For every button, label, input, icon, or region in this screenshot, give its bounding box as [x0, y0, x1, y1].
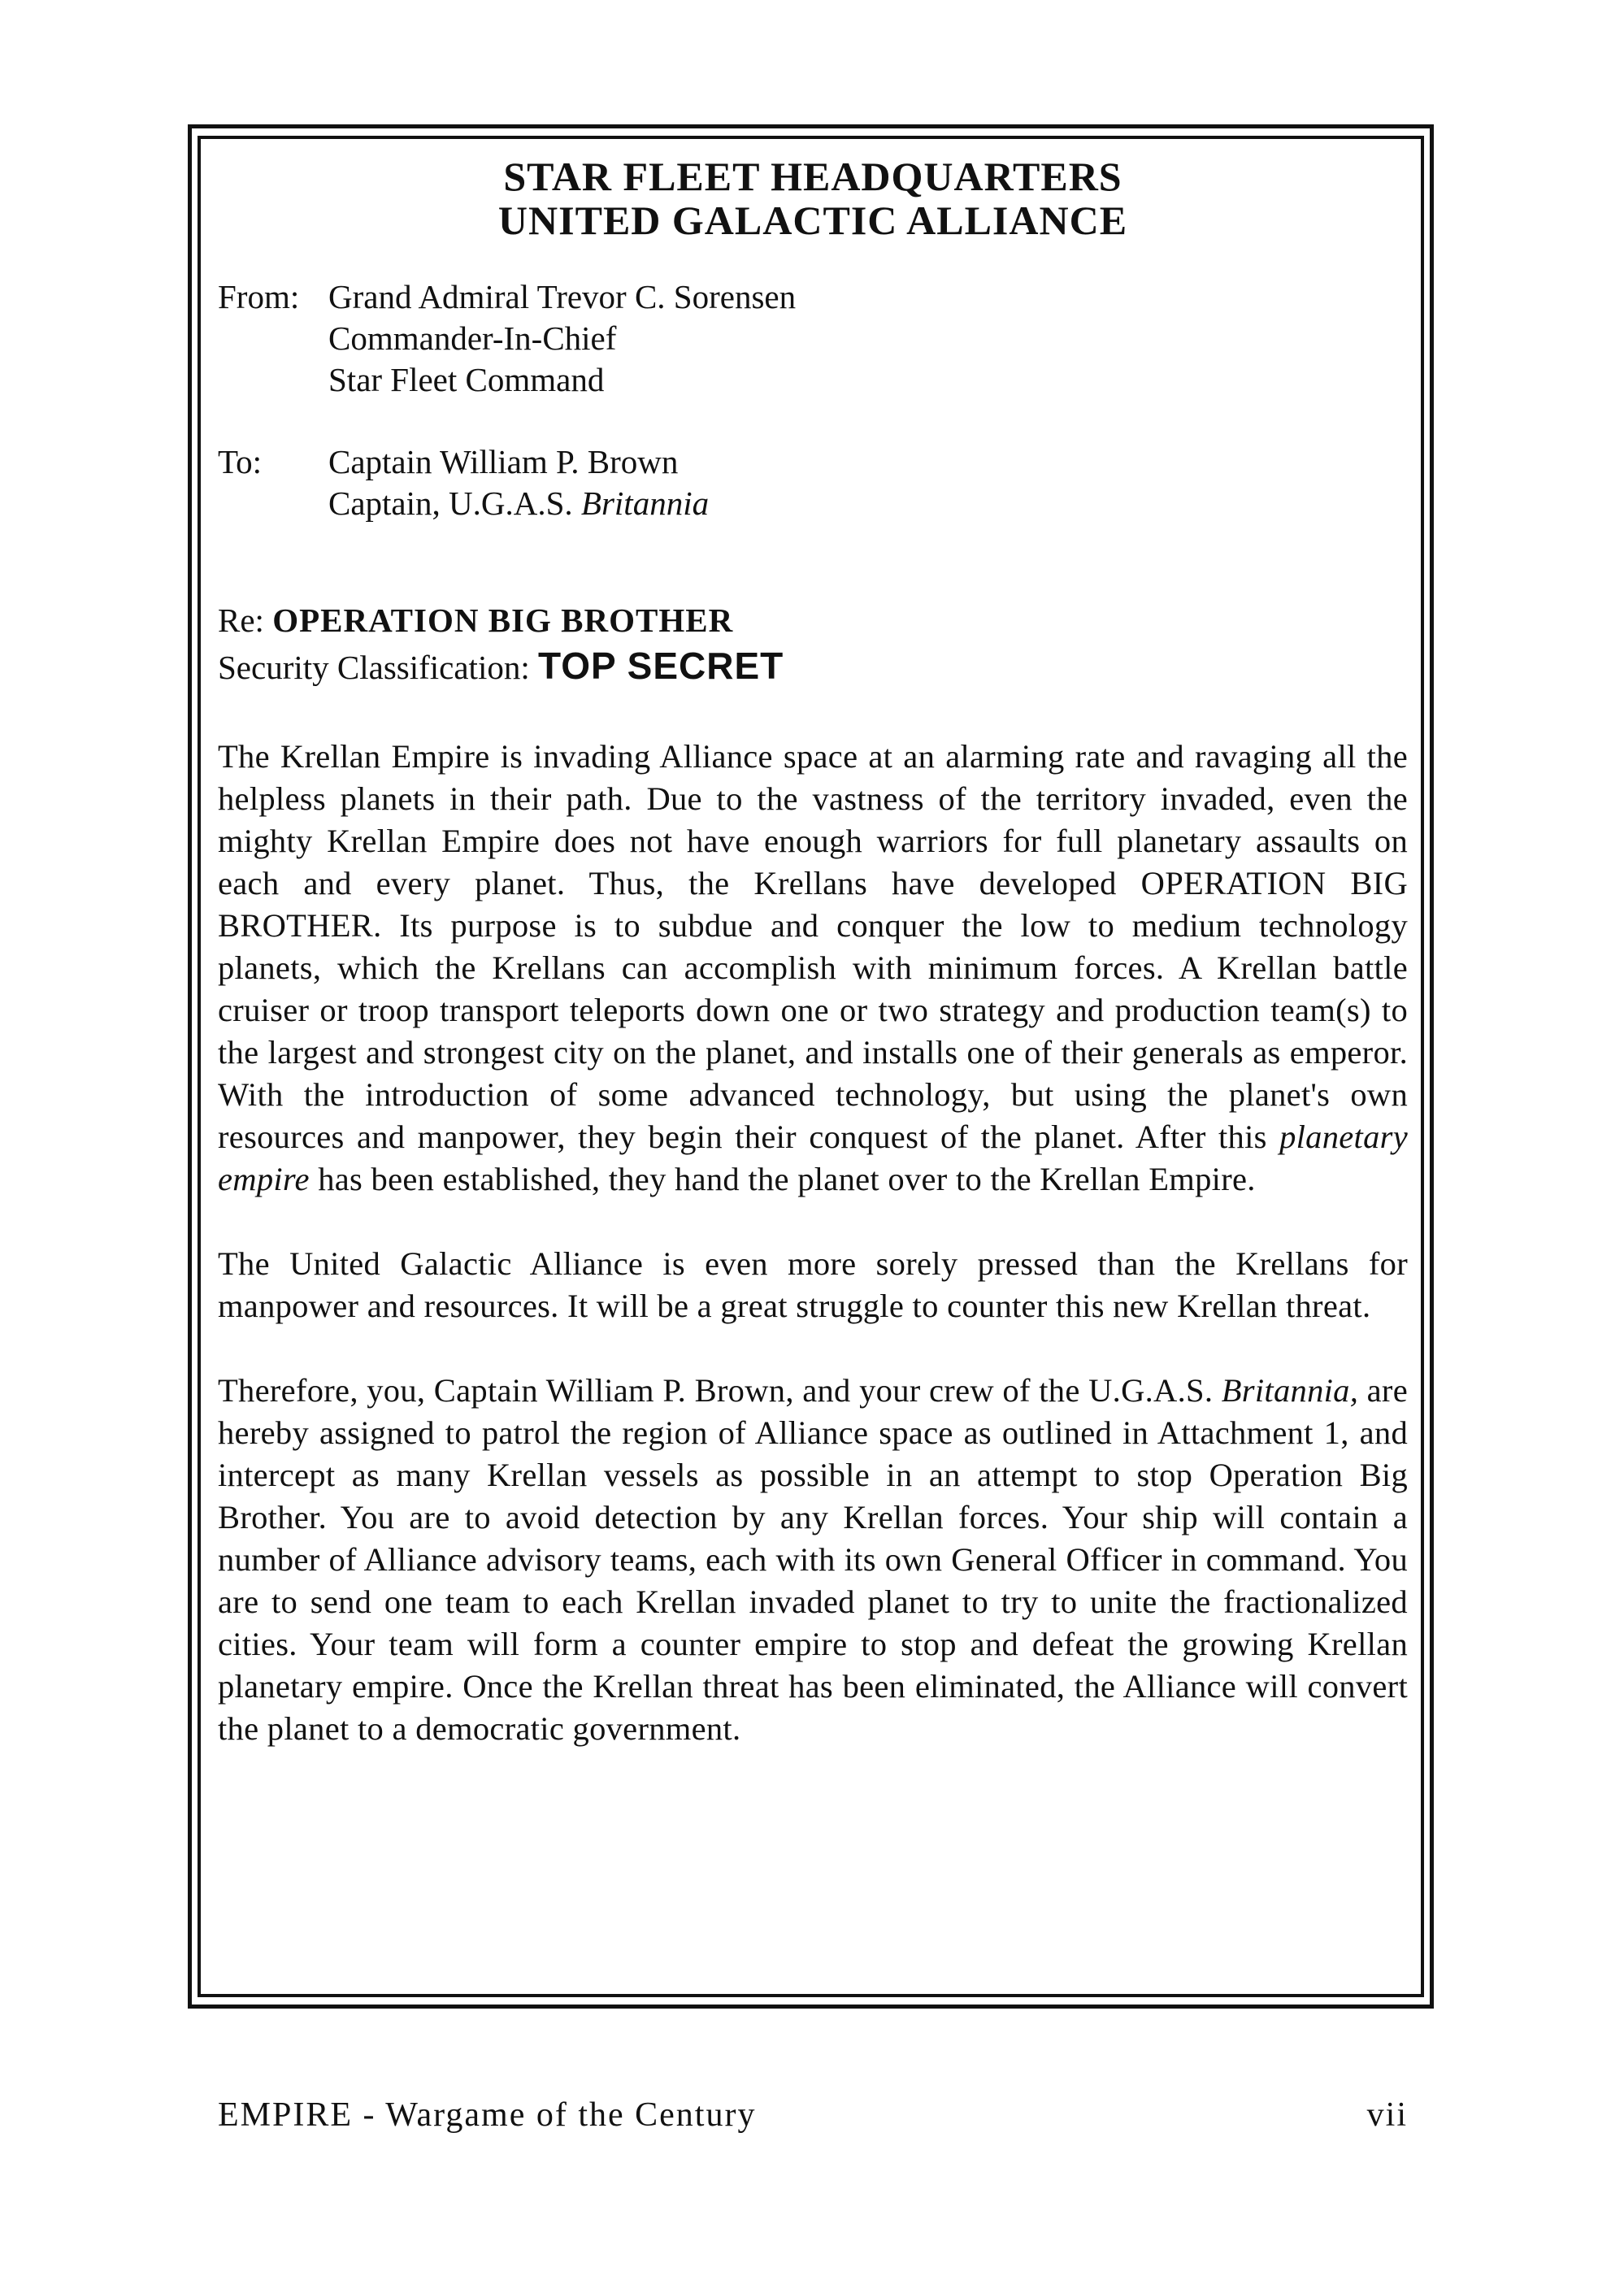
footer-title: EMPIRE - Wargame of the Century	[218, 2096, 757, 2134]
security-line	[218, 643, 1408, 690]
from-name: Grand Admiral Trevor C. Sorensen	[328, 278, 797, 315]
to-title-prefix: Captain, U.G.A.S.	[328, 484, 573, 522]
from-lines	[328, 276, 796, 401]
address-block	[218, 276, 1408, 524]
memo	[218, 154, 1408, 1975]
from-label: From:	[218, 278, 300, 315]
header-line-2: UNITED GALACTIC ALLIANCE	[497, 198, 1128, 243]
paragraph-2: The United Galactic Alliance is even more sorely pressed than the Krellans for manpower and resources. It will be a great struggle to counter this new Krellan threat.	[218, 1245, 1408, 1324]
from-org: Star Fleet Command	[328, 361, 605, 398]
paragraph-1-emphasis: planetary empire	[218, 1118, 1408, 1197]
header-line-1: STAR FLEET HEADQUARTERS	[503, 154, 1122, 199]
paragraph-3-text-a: Therefore, you, Captain William P. Brown, and your crew of the U.G.A.S.	[218, 1372, 1214, 1409]
security-classification: TOP SECRET	[537, 645, 784, 687]
to-lines	[328, 441, 709, 524]
memo-header	[218, 154, 1408, 242]
security-label: Security Classification:	[218, 649, 530, 686]
subject-line	[218, 597, 1408, 643]
operation-name: OPERATION BIG BROTHER	[272, 602, 734, 639]
re-label: Re:	[218, 602, 264, 639]
to-row	[218, 441, 1408, 524]
paragraph-3-text-b: are hereby assigned to patrol the region of Alliance space as outlined in Attachment 1, and intercept as many Krellan vessels as possible in an attempt to stop Operation Big Brother. You are to avoid detection by any Krellan forces. Your ship will contain a number of Alliance advisory teams, each with its own General Officer in command. You are to send one team to each Krellan invaded planet to try to unite the fractionalized cities. Your team will form a counter empire to stop and defeat the growing Krellan planetary empire. Once the Krellan threat has been eliminated, the Alliance will convert the planet to a democratic government.	[218, 1372, 1408, 1747]
from-title: Commander-In-Chief	[328, 319, 617, 357]
page-footer	[218, 2095, 1408, 2135]
subject-block	[218, 597, 1408, 690]
from-row	[218, 276, 1408, 401]
to-label: To:	[218, 443, 263, 480]
paragraph-3	[218, 1370, 1408, 1750]
to-ship-name: Britannia	[580, 484, 710, 522]
to-title	[328, 483, 709, 524]
to-name: Captain William P. Brown	[328, 443, 679, 480]
paragraph-3-ship-name: Britannia,	[1221, 1372, 1359, 1409]
paragraph-1	[218, 736, 1408, 1201]
paragraph-1-text-a: The Krellan Empire is invading Alliance space at an alarming rate and ravaging all the helpless planets in their path. Due to the vastness of the territory invaded, even the mighty Krellan Empire does not have enough warriors for full planetary assaults on each and every planet. Thus, the Krellans have developed OPERATION BIG BROTHER. Its purpose is to subdue and conquer the low to medium technology planets, which the Krellans can accomplish with minimum forces. A Krellan battle cruiser or troop transport teleports down one or two strategy and production team(s) to the largest and strongest city on the planet, and installs one of their generals as emperor. With the introduction of some advanced technology, but using the planet's own resources and manpower, they begin their conquest of the planet. After this	[218, 738, 1408, 1155]
paragraph-1-text-b: has been established, they hand the planet over to the Krellan Empire.	[318, 1161, 1256, 1197]
page-number: vii	[1366, 2096, 1408, 2134]
